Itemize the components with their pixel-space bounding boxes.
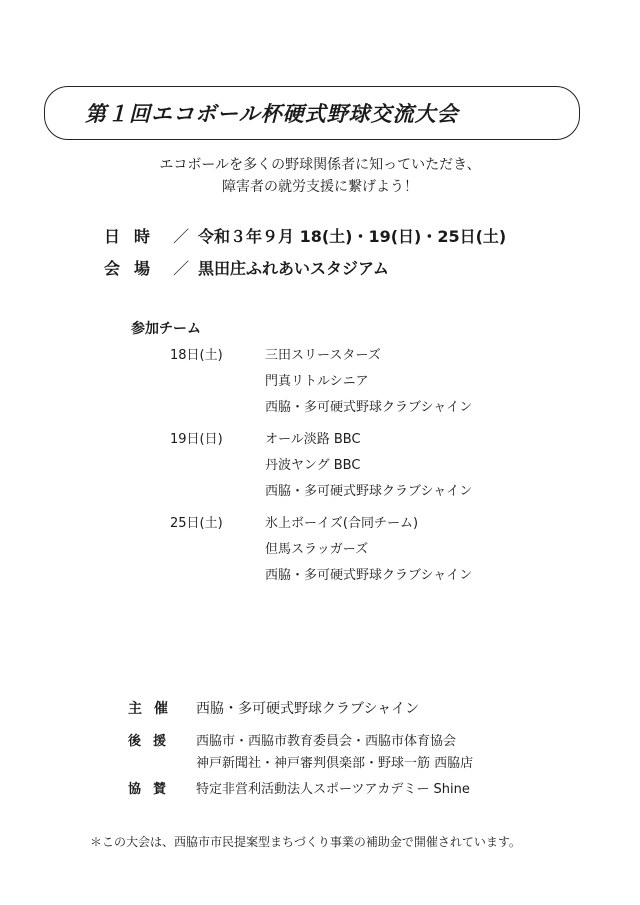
team-item: 西脇・多可硬式野球クラブシャイン [265,568,473,583]
team-item: 三田スリースターズ [265,348,381,363]
day-label: 25日(土) [170,516,223,531]
teams-heading: 参加チーム [131,321,201,337]
date-label: 日時 [104,227,165,246]
host-value: 西脇・多可硬式野球クラブシャイン [196,701,420,717]
host-label: 主催 [128,701,180,717]
title-box [44,86,580,140]
date-value: 令和３年９月 18(土)・19(日)・25日(土) [198,227,507,246]
team-item: 門真リトルシニア [265,374,369,389]
venue-value: 黒田庄ふれあいスタジアム [198,259,389,278]
team-item: 西脇・多可硬式野球クラブシャイン [265,484,473,499]
team-item: 氷上ボーイズ(合同チーム) [265,516,419,531]
venue-separator: ／ [172,259,189,278]
subtitle-line-1: エコボールを多くの野球関係者に知っていただき、 [159,157,481,173]
venue-label: 会場 [104,259,165,278]
support-label: 後援 [128,734,179,749]
venue-row [104,256,389,279]
date-row [104,224,506,247]
team-item: 但馬スラッガーズ [265,542,369,557]
footnote: ＊この大会は、西脇市市民提案型まちづくり事業の補助金で開催されています。 [90,835,521,849]
day-label: 18日(土) [170,348,223,363]
team-item: 西脇・多可硬式野球クラブシャイン [265,400,473,415]
sponsor-label: 協賛 [128,782,179,797]
subtitle-line-2: 障害者の就労支援に繋げよう！ [222,179,418,195]
day-label: 19日(日) [170,432,223,447]
sponsor-value: 特定非営利活動法人スポーツアカデミー Shine [196,782,470,797]
team-item: オール淡路 BBC [265,432,361,447]
support-value-line-2: 神戸新聞社・神戸審判倶楽部・野球一筋 西脇店 [196,756,474,771]
support-row [128,730,456,749]
date-separator: ／ [172,227,189,246]
host-row [128,698,419,718]
sponsor-row [128,778,470,797]
team-item: 丹波ヤング BBC [265,458,361,473]
page-title: 第１回エコボール杯硬式野球交流大会 [85,102,459,126]
support-value-line-1: 西脇市・西脇市教育委員会・西脇市体育協会 [196,734,457,749]
